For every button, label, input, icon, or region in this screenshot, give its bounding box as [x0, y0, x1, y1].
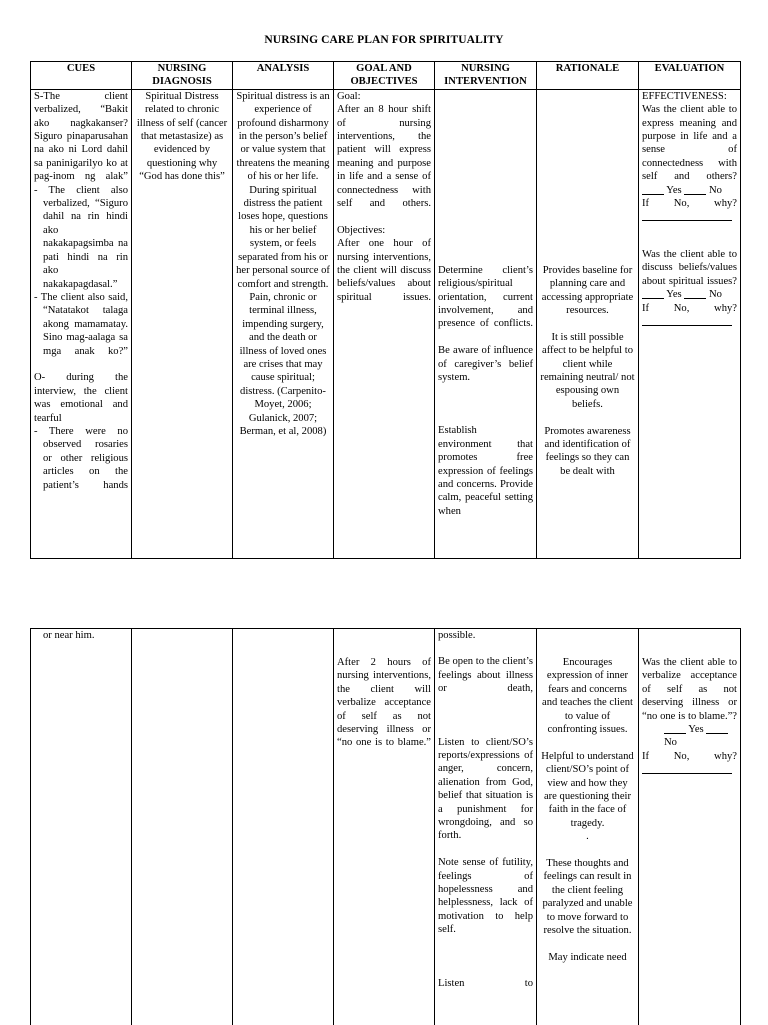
- objectives-label: Objectives:: [337, 224, 431, 237]
- yes-no-line: Yes No: [642, 288, 737, 301]
- intervention-cell: [435, 629, 537, 1025]
- intervention-item: Listen to: [438, 977, 533, 990]
- analysis-cell: [233, 629, 334, 1025]
- header-row: [31, 62, 741, 90]
- cue-continuation: or near him.: [34, 629, 128, 642]
- evaluation-question: Was the client able to express meaning and purpose in life and a sense of connectedness with self and others?: [642, 103, 737, 183]
- intervention-cell: [435, 89, 537, 558]
- rationale-cell: [537, 89, 639, 558]
- yes-no-line: Yes No: [642, 723, 737, 750]
- answer-blank: [642, 763, 737, 778]
- cue-bullet: - There were no observed rosaries or other religious articles on the patient’s hands: [34, 425, 128, 492]
- objective-text: After 2 hours of nursing interventions, the client will verbalize acceptance of self as not deserving illness or “no one is to blame.”: [337, 656, 431, 750]
- diagnosis-cell: [132, 89, 233, 558]
- cue-bullet: - The client also verbalized, “Siguro dahil na rin hindi ako nakakapagsimba na pati hindi na rin ako nakakapagdasal.”: [34, 184, 128, 291]
- if-no-why: If No, why?: [642, 197, 737, 210]
- yes-no-line: Yes No: [642, 184, 737, 197]
- cues-cell: [31, 629, 132, 1025]
- effectiveness-label: EFFECTIVENESS:: [642, 90, 737, 103]
- intervention-item: Listen to client/SO’s reports/expressions of anger, concern, alienation from God, belief that situation is a punishment for wrongdoing, and so forth.: [438, 736, 533, 843]
- header-evaluation: EVALUATION: [639, 62, 741, 90]
- goal-label: Goal:: [337, 90, 431, 103]
- rationale-item: Provides baseline for planning care and accessing appropriate resources.: [540, 264, 635, 318]
- rationale-item: These thoughts and feelings can result in the client feeling paralyzed and unable to move forward to resolve the situation.: [540, 857, 635, 937]
- rationale-item: It is still possible affect to be helpful to client while remaining neutral/ not espousing own beliefs.: [540, 331, 635, 411]
- header-cues: CUES: [31, 62, 132, 90]
- care-plan-table-page-1: [30, 61, 741, 559]
- goal-objectives-cell: [334, 89, 435, 558]
- care-plan-table-page-2: [30, 628, 741, 1025]
- rationale-item: May indicate need: [540, 951, 635, 964]
- evaluation-question: Was the client able to verbalize acceptance of self as not deserving illness or “no one is to blame.”?: [642, 656, 737, 723]
- analysis-cell: [233, 89, 334, 558]
- rationale-period: .: [540, 830, 635, 843]
- evaluation-cell: [639, 89, 741, 558]
- header-nursing-diagnosis: NURSING DIAGNOSIS: [132, 62, 233, 90]
- care-plan-row: [31, 89, 741, 558]
- intervention-item: Note sense of futility, feelings of hopelessness and helplessness, lack of motivation to help self.: [438, 856, 533, 936]
- rationale-item: Encourages expression of inner fears and concerns and teaches the client to value of confronting issues.: [540, 656, 635, 736]
- objective-text: After one hour of nursing interventions, the client will discuss beliefs/values about spiritual issues.: [337, 237, 431, 304]
- header-analysis: ANALYSIS: [233, 62, 334, 90]
- answer-blank: [642, 210, 737, 225]
- goal-objectives-cell: [334, 629, 435, 1025]
- rationale-item: Helpful to understand client/SO’s point of view and how they are questioning their faith in the face of tragedy.: [540, 750, 635, 830]
- intervention-item: Be aware of influence of caregiver’s belief system.: [438, 344, 533, 384]
- if-no-why: If No, why?: [642, 750, 737, 763]
- subjective-cue: S-The client verbalized, “Bakit ako nagkakanser? Siguro pinaparusahan na ako ni Lord dahil sa paninigarilyo ko at pag-inom ng alak”: [34, 90, 128, 184]
- cue-bullet: - The client also said, “Natatakot talaga akong mamamatay. Sino mag-aalaga sa mga anak ko?”: [34, 291, 128, 358]
- if-no-why: If No, why?: [642, 302, 737, 315]
- analysis-text: Spiritual distress is an experience of profound disharmony in the person’s belief or value system that threatens the meaning of his or her life. During spiritual distress the patient loses hope, questions his or her belief system, or feels separated from his or her personal source of comfort and strength. Pain, chronic or terminal illness, impending surgery, and the death or illness of loved ones are crises that may cause spiritual; distress. (Carpenito-Moyet, 2006; Gulanick, 2007; Berman, et al, 2008): [236, 90, 330, 439]
- rationale-cell: [537, 629, 639, 1025]
- goal-text: After an 8 hour shift of nursing interventions, the patient will express meaning and purpose in life and a sense of connectedness with self and others.: [337, 103, 431, 210]
- evaluation-question: Was the client able to discuss beliefs/values about spiritual issues?: [642, 248, 737, 288]
- rationale-item: Promotes awareness and identification of feelings so they can be dealt with: [540, 425, 635, 479]
- care-plan-row: [31, 629, 741, 1025]
- header-nursing-intervention: NURSING INTERVENTION: [435, 62, 537, 90]
- nursing-diagnosis-text: Spiritual Distress related to chronic illness of self (cancer that metastasize) as evidenced by questioning why “God has done this”: [135, 90, 229, 184]
- intervention-item: Be open to the client’s feelings about illness or death,: [438, 655, 533, 695]
- diagnosis-cell: [132, 629, 233, 1025]
- header-rationale: RATIONALE: [537, 62, 639, 90]
- intervention-item: Determine client’s religious/spiritual orientation, current involvement, and presence of conflicts.: [438, 264, 533, 331]
- evaluation-cell: [639, 629, 741, 1025]
- intervention-item: Establish environment that promotes free expression of feelings and concerns. Provide calm, peaceful setting when: [438, 424, 533, 518]
- document-title: NURSING CARE PLAN FOR SPIRITUALITY: [0, 34, 768, 46]
- intervention-continuation: possible.: [438, 629, 533, 642]
- objective-cue: O- during the interview, the client was emotional and tearful: [34, 371, 128, 425]
- answer-blank: [642, 315, 737, 330]
- header-goal-objectives: GOAL AND OBJECTIVES: [334, 62, 435, 90]
- cues-cell: [31, 89, 132, 558]
